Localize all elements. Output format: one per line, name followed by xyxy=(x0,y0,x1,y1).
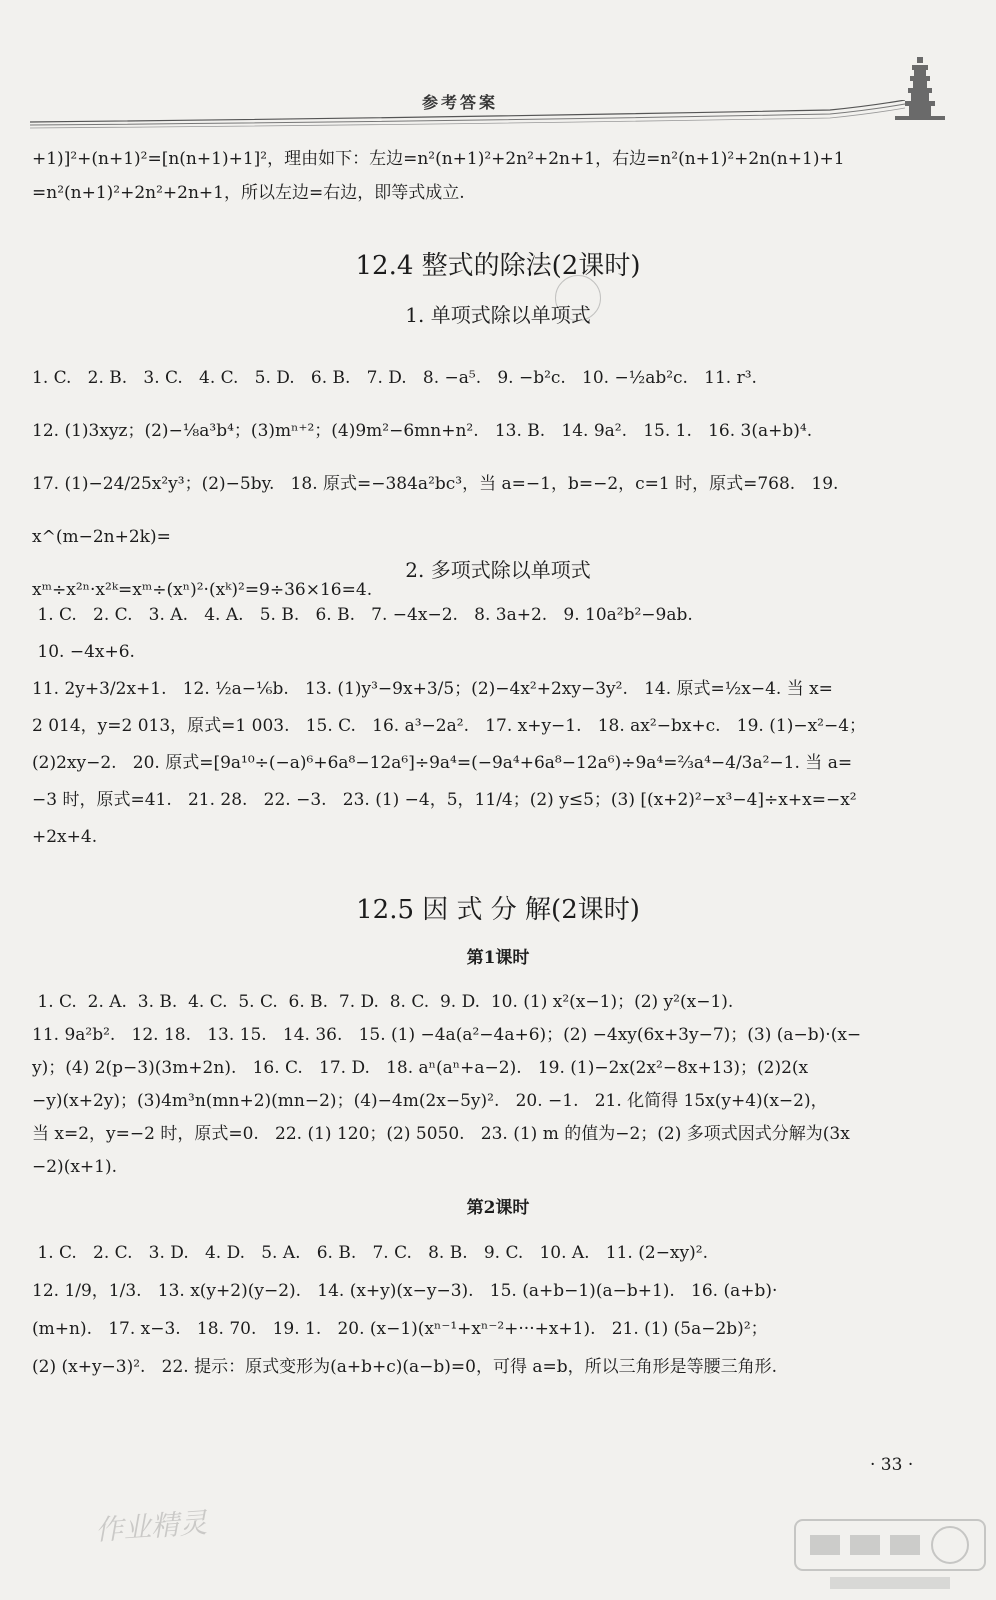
intro-paragraph: +1)]²+(n+1)²=[n(n+1)+1]²，理由如下：左边=n²(n+1)²+2n²+2n+1，右边=n²(n+1)²+2n(n+1)+1 =n²(n+1)²+2n²+2n+1，所以左边=右边，即等式成立. xyxy=(32,149,845,203)
answers-monomial-division: 1. C. 2. B. 3. C. 4. C. 5. D. 6. B. 7. D. 8. −a⁵. 9. −b²c. 10. −½ab²c. 11. r³. 12. (1)3xyz；(2)−⅛a³b⁴；(3)mⁿ⁺²；(4)9m²−6mn+n². 13. B. 14. 9a². 15. 1. 16. 3(a+b)⁴. 17. (1)−24/25x²y³；(2)−5by. 18. 原式=−384a²bc³，当 a=−1，b=−2，c=1 时，原式=768. 19. x^(m−2n+2k)= xᵐ÷x²ⁿ·x²ᵏ=xᵐ÷(xⁿ)²·(xᵏ)²=9÷36×16=4. xyxy=(32,368,839,600)
section-title-12-4: 12.4 整式的除法(2课时) xyxy=(355,251,641,281)
answers-factorization-lesson-2: 1. C. 2. C. 3. D. 4. D. 5. A. 6. B. 7. C. 8. B. 9. C. 10. A. 11. (2−xy)². 12. 1/9，1/3. 13. x(y+2)(y−2). 14. (x+y)(x−y−3). 15. (a+b−1)(a−b+1). 16. (a+b)· (m+n). 17. x−3. 18. 70. 19. 1. 20. (x−1)(xⁿ⁻¹+xⁿ⁻²+···+x+1). 21. (1) (5a−2b)²； (2) (x+y−3)². 22. 提示：原式变形为(a+b+c)(a−b)=0，可得 a=b，所以三角形是等腰三角形. xyxy=(32,1243,778,1377)
lesson-title-2: 第2课时 xyxy=(466,1198,530,1218)
answers-polynomial-division: 1. C. 2. C. 3. A. 4. A. 5. B. 6. B. 7. −4x−2. 8. 3a+2. 9. 10a²b²−9ab. 10. −4x+6. 11. 2y+3/2x+1. 12. ½a−⅙b. 13. (1)y³−9x+3/5；(2)−4x²+2xy−3y². 14. 原式=½x−4. 当 x= 2 014，y=2 013，原式=1 003. 15. C. 16. a³−2a². 17. x+y−1. 18. ax²−bx+c. 19. (1)−x²−4； (2)2xy−2. 20. 原式=[9a¹⁰÷(−a)⁶+6a⁸−12a⁶]÷9a⁴=(−9a⁴+6a⁸−12a⁶)÷9a⁴=⅔a⁴−4/3a²−1. 当 a= −3 时，原式=41. 21. 28. 22. −3. 23. (1) −4，5，11/4；(2) y≤5；(3) [(x+2)²−x³−4]÷x+x=−x² +2x+4. xyxy=(32,605,867,847)
header-title: 参考答案 xyxy=(421,93,498,112)
header-rule xyxy=(30,100,910,130)
lesson-title-1: 第1课时 xyxy=(466,948,530,968)
answers-factorization-lesson-1: 1. C. 2. A. 3. B. 4. C. 5. C. 6. B. 7. D. 8. C. 9. D. 10. (1) x²(x−1)；(2) y²(x−1). 11. 9a²b². 12. 18. 13. 15. 14. 36. 15. (1) −4a(a²−4a+6)；(2) −4xy(6x+3y−7)；(3) (a−b)·(x− y)；(4) 2(p−3)(3m+2n). 16. C. 17. D. 18. aⁿ(aⁿ+a−2). 19. (1)−2x(2x²−8x+13)；(2)2(x −y)(x+2y)；(3)4m³n(mn+2)(mn−2)；(4)−4m(2x−5y)². 20. −1. 21. 化简得 15x(y+4)(x−2)， 当 x=2，y=−2 时，原式=0. 22. (1) 120；(2) 5050. 23. (1) m 的值为−2；(2) 多项式因式分解为(3x −2)(x+1). xyxy=(32,992,862,1177)
section-title-12-5: 12.5 因 式 分 解(2课时) xyxy=(356,895,640,925)
pagoda-icon xyxy=(890,55,950,125)
watermark-logo xyxy=(790,1515,990,1595)
watermark-text-left: 作业精灵 xyxy=(94,1506,209,1547)
page-number: · 33 · xyxy=(870,1455,914,1475)
subsection-title-2: 2. 多项式除以单项式 xyxy=(405,558,591,582)
subsection-title-1: 1. 单项式除以单项式 xyxy=(405,303,591,327)
